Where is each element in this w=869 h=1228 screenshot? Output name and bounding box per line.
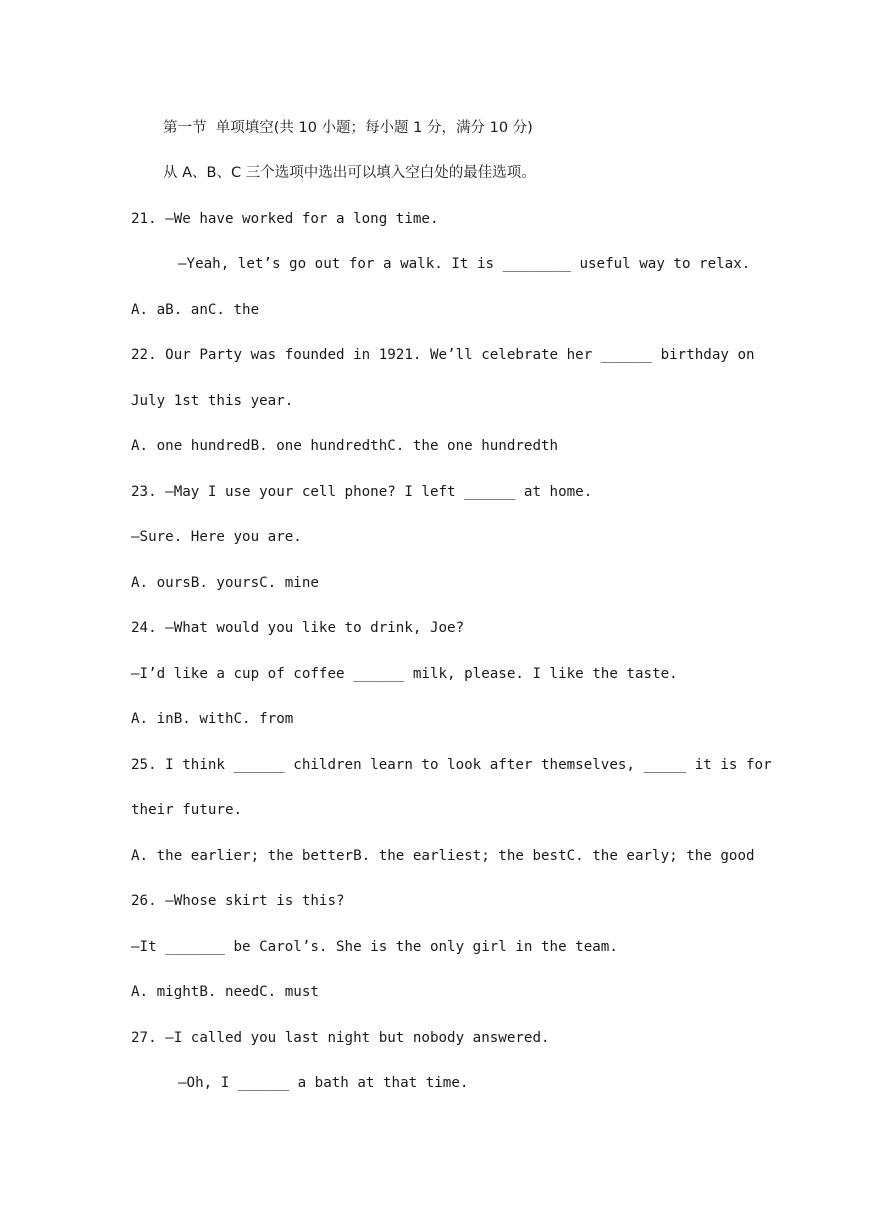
question-24-line-1: 24. —What would you like to drink, Joe? (131, 620, 465, 636)
question-21-options: A. aB. anC. the (131, 302, 260, 318)
question-24-line-2: —I’d like a cup of coffee ______ milk, please. I like the taste. (131, 666, 678, 682)
question-23-line-2: —Sure. Here you are. (131, 529, 302, 545)
question-26-options: A. mightB. needC. must (131, 984, 319, 1000)
section-heading: 第一节 单项填空(共 10 小题；每小题 1 分，满分 10 分) (163, 120, 533, 136)
question-27-line-2: —Oh, I ______ a bath at that time. (178, 1075, 469, 1091)
question-25-line-2: their future. (131, 802, 243, 818)
question-22-line-1: 22. Our Party was founded in 1921. We’ll celebrate her ______ birthday on (131, 347, 755, 363)
question-25-options: A. the earlier; the betterB. the earliest; the bestC. the early; the good (131, 848, 755, 864)
question-23-options: A. oursB. yoursC. mine (131, 575, 319, 591)
question-22-line-2: July 1st this year. (131, 393, 294, 409)
question-26-line-1: 26. —Whose skirt is this? (131, 893, 345, 909)
question-21-line-2: —Yeah, let’s go out for a walk. It is ________ useful way to relax. (178, 256, 751, 272)
question-26-line-2: —It _______ be Carol’s. She is the only girl in the team. (131, 939, 618, 955)
question-27-line-1: 27. —I called you last night but nobody answered. (131, 1030, 550, 1046)
section-instruction: 从 A、B、C 三个选项中选出可以填入空白处的最佳选项。 (163, 165, 536, 181)
question-22-options: A. one hundredB. one hundredthC. the one hundredth (131, 438, 559, 454)
question-24-options: A. inB. withC. from (131, 711, 294, 727)
question-21-line-1: 21. —We have worked for a long time. (131, 211, 439, 227)
question-23-line-1: 23. —May I use your cell phone? I left ______ at home. (131, 484, 593, 500)
question-25-line-1: 25. I think ______ children learn to look after themselves, _____ it is for (131, 757, 772, 773)
